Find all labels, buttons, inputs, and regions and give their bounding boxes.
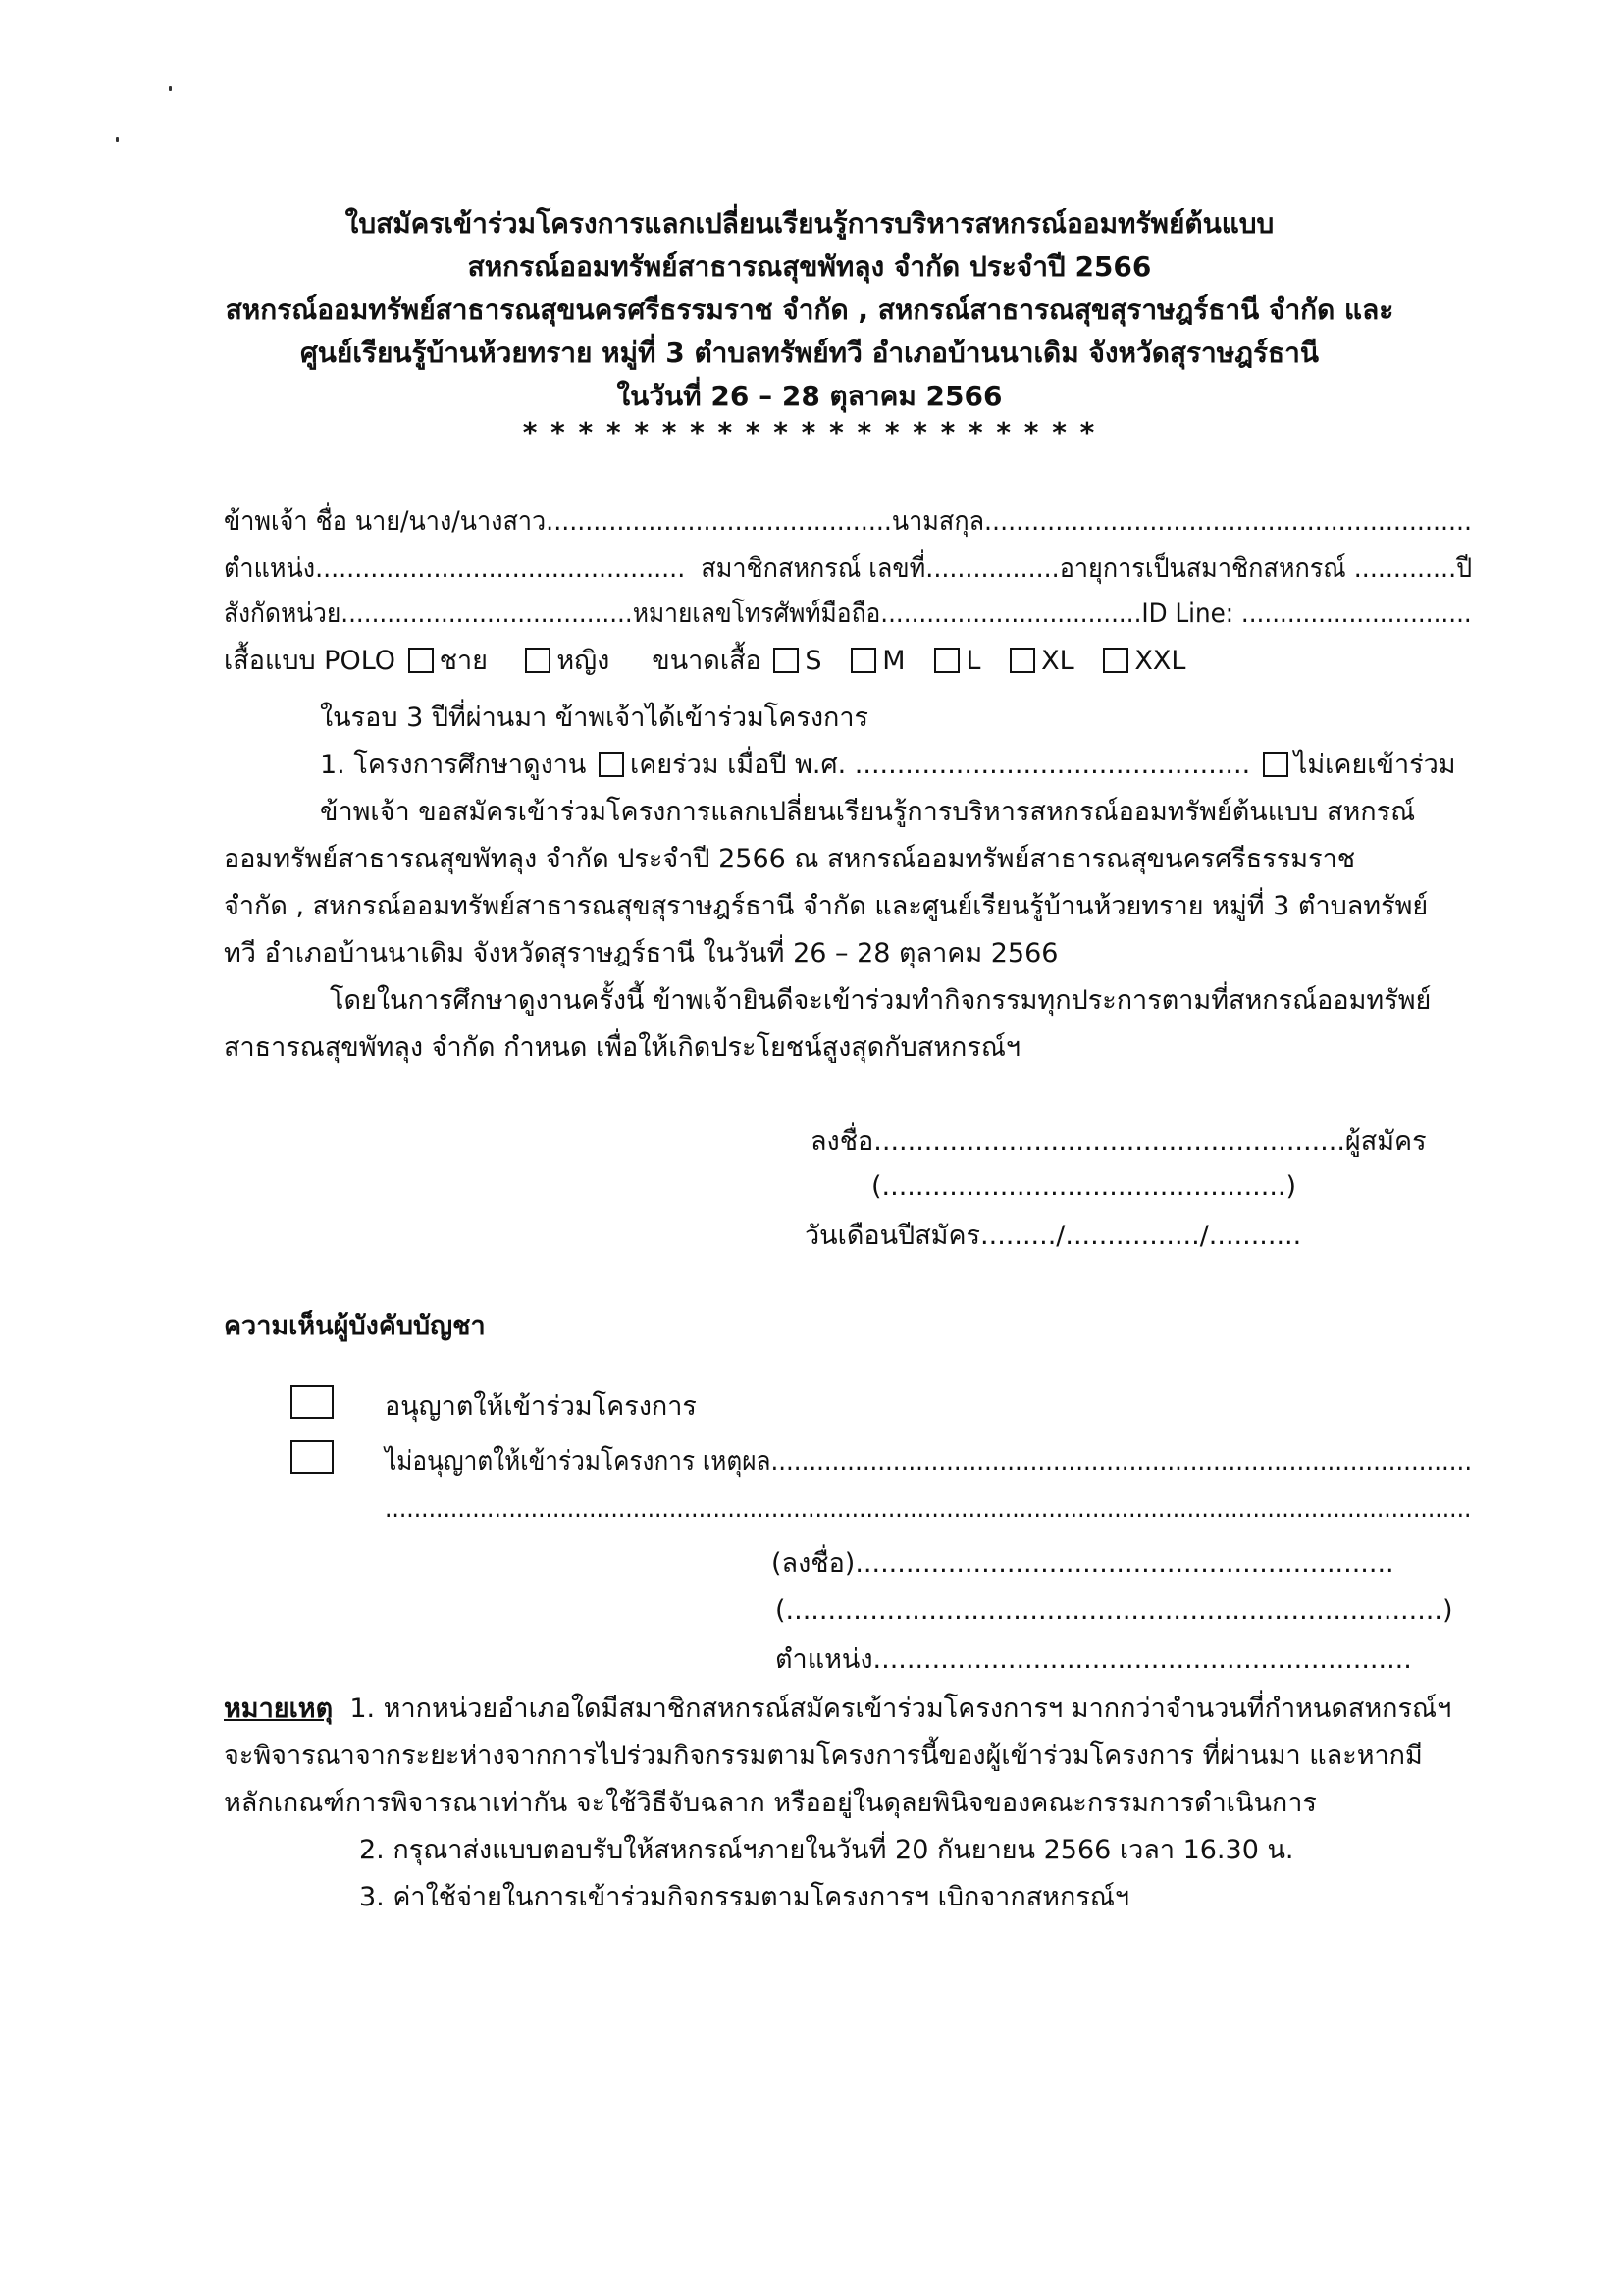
name-row <box>224 502 1472 542</box>
supervisor-sign-label: (ลงชื่อ) <box>771 1548 856 1579</box>
apply-date-row <box>805 1217 1301 1256</box>
member-no-field[interactable]: ................. <box>925 553 1060 584</box>
study-yes-label: เคยร่วม เมื่อปี พ.ศ. <box>629 750 847 780</box>
deny-label: ไม่อนุญาตให้เข้าร่วมโครงการ เหตุผล <box>385 1446 771 1477</box>
size-l-checkbox[interactable] <box>934 648 960 673</box>
sign-role: ผู้สมัคร <box>1344 1126 1427 1157</box>
unit-label: สังกัดหน่วย <box>224 599 341 629</box>
gender-male-label: ชาย <box>439 646 488 676</box>
para1-line3: จำกัด , สหกรณ์ออมทรัพย์สาธารณสุขสุราษฎร์ธานี จำกัด และศูนย์เรียนรู้บ้านห้วยทราย หมู่ที่ 3 ตำบลทรัพย์ <box>224 891 1429 921</box>
allow-label: อนุญาตให้เข้าร่วมโครงการ <box>385 1391 697 1422</box>
para1-line4: ทวี อำเภอบ้านนาเดิม จังหวัดสุราษฎร์ธานี ในวันที่ 26 – 28 ตุลาคม 2566 <box>224 938 1059 968</box>
applicant-signature-row <box>811 1122 1427 1162</box>
note1-line1 <box>224 1690 1451 1729</box>
phone-label: หมายเลขโทรศัพท์มือถือ <box>632 599 881 629</box>
size-label: ขนาดเสื้อ <box>652 646 761 676</box>
deny-reason-field[interactable]: ............................................................................................ <box>770 1446 1473 1477</box>
name-label: ข้าพเจ้า ชื่อ นาย/นาง/นางสาว <box>224 506 547 537</box>
position-label: ตำแหน่ง <box>224 553 316 584</box>
allow-checkbox[interactable] <box>290 1385 334 1419</box>
size-m-label: M <box>882 646 906 676</box>
size-xl-checkbox[interactable] <box>1010 648 1035 673</box>
notes-label: หมายเหตุ <box>224 1694 334 1724</box>
form-title <box>177 202 1442 447</box>
size-l-label: L <box>966 646 981 676</box>
approval-heading: ความเห็นผู้บังคับบัญชา <box>224 1311 486 1341</box>
line-id-label: ID Line: <box>1141 599 1234 629</box>
note3: 3. ค่าใช้จ่ายในการเข้าร่วมกิจกรรมตามโครงการฯ เบิกจากสหกรณ์ฯ <box>359 1882 1130 1912</box>
size-m-checkbox[interactable] <box>851 648 876 673</box>
sign-label: ลงชื่อ <box>811 1126 874 1157</box>
position-row <box>224 549 1472 589</box>
study-year-field[interactable]: ............................................... <box>854 750 1251 780</box>
surname-field[interactable]: .............................................................. <box>984 506 1473 537</box>
past-participation-label: ในรอบ 3 ปีที่ผ่านมา ข้าพเจ้าได้เข้าร่วมโครงการ <box>320 703 869 733</box>
note1-text: 1. หากหน่วยอำเภอใดมีสมาชิกสหกรณ์สมัครเข้าร่วมโครงการฯ มากกว่าจำนวนที่กำหนดสหกรณ์ฯ <box>349 1694 1452 1724</box>
scan-speck <box>169 86 172 91</box>
supervisor-position-field[interactable]: ................................................................ <box>872 1644 1412 1675</box>
size-xxl-label: XXL <box>1134 646 1186 676</box>
member-years-label: อายุการเป็นสมาชิกสหกรณ์ <box>1059 553 1346 584</box>
size-xl-label: XL <box>1041 646 1074 676</box>
para2-line2: สาธารณสุขพัทลุง จำกัด กำหนด เพื่อให้เกิดประโยชน์สูงสุดกับสหกรณ์ฯ <box>224 1032 1021 1063</box>
scan-speck <box>116 137 119 142</box>
surname-label: นามสกุล <box>891 506 985 537</box>
title-line-5: ในวันที่ 26 – 28 ตุลาคม 2566 <box>616 380 1003 412</box>
study-no-label: ไม่เคยเข้าร่วม <box>1293 750 1456 780</box>
name-field[interactable]: ............................................ <box>546 506 892 537</box>
study-tour-label: 1. โครงการศึกษาดูงาน <box>320 750 587 780</box>
supervisor-sign-row <box>771 1544 1394 1584</box>
note1-line3: หลักเกณฑ์การพิจารณาเท่ากัน จะใช้วิธีจับฉลาก หรืออยู่ในดุลยพินิจของคณะกรรมการดำเนินการ <box>224 1788 1317 1818</box>
shirt-row <box>224 642 1185 681</box>
supervisor-sign-field[interactable]: ................................................................ <box>855 1548 1394 1579</box>
deny-checkbox[interactable] <box>290 1440 334 1474</box>
line-id-field[interactable]: .............................. <box>1240 599 1472 629</box>
note1-line2: จะพิจารณาจากระยะห่างจากการไปร่วมกิจกรรมตามโครงการนี้ของผู้เข้าร่วมโครงการ ที่ผ่านมา และหากมี <box>224 1741 1423 1771</box>
size-xxl-checkbox[interactable] <box>1103 648 1128 673</box>
applicant-name-paren[interactable]: (................................................) <box>871 1172 1297 1202</box>
apply-date-field[interactable]: ........./................/........... <box>980 1221 1302 1251</box>
title-stars: * * * * * * * * * * * * * * * * * * * * * <box>522 416 1097 448</box>
shirt-label: เสื้อแบบ POLO <box>224 646 396 676</box>
reason-continuation-field[interactable]: ..................................................................................................................................................... <box>385 1493 1472 1524</box>
member-no-label: สมาชิกสหกรณ์ เลขที่ <box>701 553 926 584</box>
supervisor-position-row <box>775 1641 1412 1680</box>
sign-field[interactable]: ........................................................ <box>873 1126 1345 1157</box>
member-years-field[interactable]: ............. <box>1353 553 1457 584</box>
study-tour-row <box>320 746 1456 785</box>
title-line-2: สหกรณ์ออมทรัพย์สาธารณสุขพัทลุง จำกัด ประจำปี 2566 <box>467 250 1152 283</box>
phone-field[interactable]: .................................. <box>880 599 1142 629</box>
note2: 2. กรุณาส่งแบบตอบรับให้สหกรณ์ฯภายในวันที่ 20 กันยายน 2566 เวลา 16.30 น. <box>359 1835 1294 1865</box>
supervisor-position-label: ตำแหน่ง <box>775 1644 873 1675</box>
gender-female-label: หญิง <box>556 646 610 676</box>
deny-row <box>385 1442 1472 1482</box>
contact-row <box>224 595 1472 634</box>
position-field[interactable]: ............................................... <box>315 553 686 584</box>
para1-line1: ข้าพเจ้า ขอสมัครเข้าร่วมโครงการแลกเปลี่ยนเรียนรู้การบริหารสหกรณ์ออมทรัพย์ต้นแบบ สหกรณ์ <box>320 797 1416 827</box>
title-line-3: สหกรณ์ออมทรัพย์สาธารณสุขนครศรีธรรมราช จำกัด , สหกรณ์สาธารณสุขสุราษฎร์ธานี จำกัด และ <box>225 293 1394 326</box>
unit-field[interactable]: ...................................... <box>340 599 633 629</box>
study-no-checkbox[interactable] <box>1263 752 1288 777</box>
apply-date-label: วันเดือนปีสมัคร <box>805 1221 981 1251</box>
size-s-checkbox[interactable] <box>773 648 799 673</box>
size-s-label: S <box>805 646 822 676</box>
gender-female-checkbox[interactable] <box>525 648 550 673</box>
gender-male-checkbox[interactable] <box>408 648 434 673</box>
title-line-1: ใบสมัครเข้าร่วมโครงการแลกเปลี่ยนเรียนรู้การบริหารสหกรณ์ออมทรัพย์ต้นแบบ <box>344 207 1275 239</box>
member-years-unit: ปี <box>1456 553 1473 584</box>
para2-line1: โดยในการศึกษาดูงานครั้งนี้ ข้าพเจ้ายินดีจะเข้าร่วมทำกิจกรรมทุกประการตามที่สหกรณ์ออมทรัพย์ <box>330 985 1432 1016</box>
study-yes-checkbox[interactable] <box>599 752 624 777</box>
title-line-4: ศูนย์เรียนรู้บ้านห้วยทราย หมู่ที่ 3 ตำบลทรัพย์ทวี อำเภอบ้านนาเดิม จังหวัดสุราษฎร์ธานี <box>300 337 1319 369</box>
supervisor-name-paren[interactable]: (..............................................................................) <box>775 1595 1453 1626</box>
para1-line2: ออมทรัพย์สาธารณสุขพัทลุง จำกัด ประจำปี 2566 ณ สหกรณ์ออมทรัพย์สาธารณสุขนครศรีธรรมราช <box>224 844 1356 874</box>
